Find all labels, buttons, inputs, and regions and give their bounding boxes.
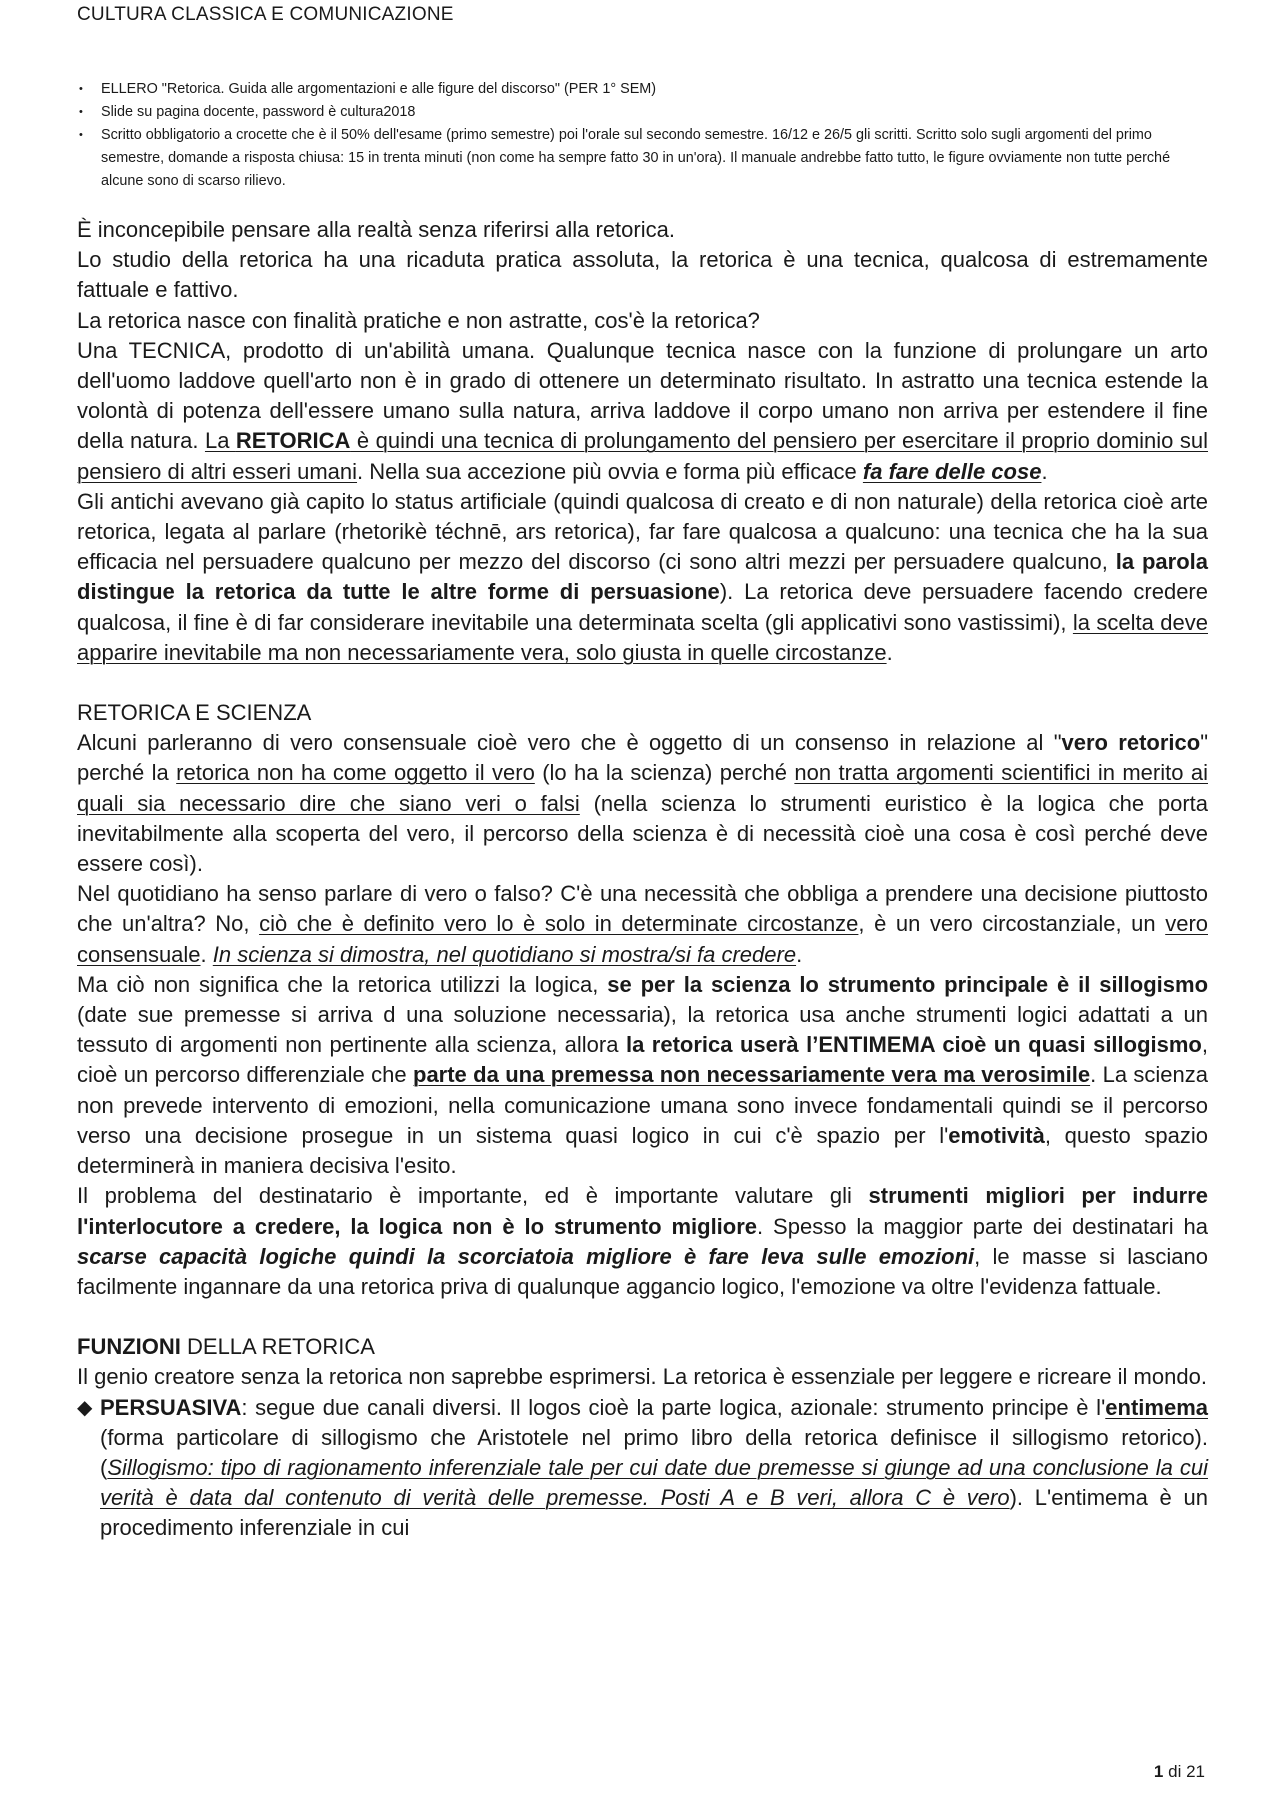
bold-text: RETORICA xyxy=(235,428,351,454)
underlined-text: ciò che è definito vero lo è solo in determinate circostanze xyxy=(259,911,859,937)
text-span: . La scienza non prevede intervento di emozioni, nella comunicazione umana sono invece fondamentali quindi se il percorso verso una decisione prosegue in un sistema quasi logico in cui c'è spazio per l' xyxy=(77,1062,1209,1148)
bold-underlined-text: entimema xyxy=(1105,1394,1208,1420)
paragraph xyxy=(77,336,1208,487)
paragraph xyxy=(77,970,1208,1181)
bold-underlined-text: parte da una premessa non necessariamente vera ma verosimile xyxy=(413,1062,1091,1088)
italic-underlined-text: Sillogismo: tipo di ragionamento inferenziale tale per cui date due premesse si giunge ad una conclusione la cui verità è data dal contenuto di verità delle premesse. Posti A e B veri, allora C è vero xyxy=(100,1454,1208,1511)
total-pages: 21 xyxy=(1186,1762,1205,1781)
bold-text: se per la scienza lo strumento principale è il sillogismo xyxy=(607,971,1209,997)
text-span: è quindi una tecnica di prolungamento del pensiero per esercitare il proprio dominio sul pensiero di altri esseri umani xyxy=(77,428,1209,484)
note-item: • ELLERO "Retorica. Guida alle argomentazioni e alle figure del discorso" (PER 1° SEM) xyxy=(77,78,1207,101)
paragraph: Il genio creatore senza la retorica non saprebbe esprimersi. La retorica è essenziale per leggere e ricreare il mondo. xyxy=(77,1364,1207,1390)
diamond-bullet-icon: ◆ xyxy=(77,1396,93,1419)
note-item: • Slide su pagina docente, password è cultura2018 xyxy=(77,101,1207,124)
bold-italic-text xyxy=(863,459,1042,484)
paragraph xyxy=(77,1181,1208,1302)
italic-underlined-text: In scienza si dimostra, nel quotidiano si mostra/si fa credere xyxy=(212,941,797,967)
text-span: Il problema del destinatario è importante, ed è importante valutare gli xyxy=(77,1183,869,1209)
paragraph: Lo studio della retorica ha una ricaduta pratica assoluta, la retorica è una tecnica, qualcosa di estremamente fattuale e fattivo. xyxy=(77,247,1208,303)
spacer xyxy=(77,668,1208,698)
paragraph xyxy=(77,728,1208,879)
spacer xyxy=(77,1302,1208,1332)
paragraph xyxy=(77,487,1208,668)
bullet-item xyxy=(77,1393,1208,1544)
paragraph: È inconcepibile pensare alla realtà senza riferirsi alla retorica. xyxy=(77,217,675,242)
section-heading xyxy=(77,1332,1208,1362)
bold-text: emotività xyxy=(948,1122,1045,1148)
paragraph: La retorica nasce con finalità pratiche e non astratte, cos'è la retorica? xyxy=(77,307,760,333)
text-span: ). La retorica deve persuadere facendo credere qualcosa, il fine è di far considerare inevitabile una determinata scelta (gli applicativi sono vastissimi), xyxy=(77,579,1208,635)
current-page: 1 xyxy=(1153,1762,1164,1781)
underlined-text: vero consensuale xyxy=(77,911,1208,967)
text-span: (date sue premesse si arriva d una soluzione necessaria), la retorica usa anche strumenti logici adattati a un tessuto di argomenti non pertinente alla scienza, allora xyxy=(77,1002,1208,1058)
text-span: . Nella sua accezione più ovvia e forma più efficace xyxy=(357,458,863,484)
text-span: (lo ha la scienza) perché xyxy=(534,760,795,786)
text-span: . xyxy=(200,941,213,967)
page-number xyxy=(1154,1762,1205,1782)
text-span: , cioè un percorso differenziale che xyxy=(77,1032,1209,1088)
underlined-text: non tratta argomenti scientifici in merito ai quali sia necessario dire che siano veri o falsi xyxy=(77,760,1208,816)
italic-text: scarse capacità logiche quindi la scorciatoia migliore è fare leva sulle emozioni xyxy=(77,1243,975,1269)
bold-text: vero retorico xyxy=(1061,730,1201,756)
text-span: ). L'entimema è un procedimento inferenziale in cui xyxy=(100,1485,1208,1541)
bold-text: la parola distingue la retorica da tutte le altre forme di persuasione xyxy=(77,549,1209,605)
text-span: Una TECNICA, prodotto di un'abilità umana. Qualunque tecnica nasce con la funzione di prolungare un arto dell'uomo laddove quell'arto non è in grado di ottenere un determinato risultato. In astratto una tecnica estende la volontà di potenza dell'essere umano sulla natura, arriva laddove il corpo umano non arriva per estendere il fine della natura. xyxy=(77,337,1208,454)
text-span: : segue due canali diversi. Il logos cioè la parte logica, azionale: strumento principe è l' xyxy=(241,1394,1106,1420)
text-span: (nella scienza lo strumenti euristico è la logica che porta inevitabilmente alla scoperta del vero, il percorso della scienza è di necessità cioè una cosa è così perché deve essere così). xyxy=(77,790,1208,877)
document-header: CULTURA CLASSICA E COMUNICAZIONE xyxy=(77,4,454,25)
text-span: , questo spazio determinerà in maniera decisiva l'esito. xyxy=(77,1122,1208,1179)
bold-text: strumenti migliori per indurre l'interlocutore a credere, la logica non è lo strumento migliore xyxy=(77,1183,1209,1239)
text-span: , è un vero circostanziale, un xyxy=(858,911,1166,937)
text-span: . xyxy=(796,941,803,967)
bold-text: la retorica userà l’ENTIMEMA cioè un quasi sillogismo xyxy=(625,1032,1202,1058)
note-item: • Scritto obbligatorio a crocette che è il 50% dell'esame (primo semestre) poi l'orale sul secondo semestre. 16/12 e 26/5 gli scritti. Scritto solo sugli argomenti del primo semestre, domande a risposta chiusa: 15 in trenta minuti (non come ha sempre fatto 30 in un'ora). Il manuale andrebbe fatto tutto, le figure ovviamente non tutte perché alcune sono di scarso rilievo. xyxy=(77,124,1207,193)
text-span: , le masse si lasciano facilmente ingannare da una retorica priva di qualunque aggancio logico, l'emozione va oltre l'evidenza fattuale. xyxy=(77,1243,1208,1299)
text-span: . xyxy=(886,639,893,665)
bold-italic-text xyxy=(77,1244,974,1269)
italic-text: fa fare delle cose xyxy=(862,458,1042,484)
bold-text: PERSUASIVA xyxy=(100,1394,242,1420)
page-separator: di xyxy=(1163,1762,1187,1781)
text-span: . Spesso la maggior parte dei destinatari ha xyxy=(757,1213,1208,1239)
text-span: " perché la xyxy=(77,730,1208,786)
section-heading: RETORICA E SCIENZA xyxy=(77,700,312,726)
text-span: DELLA RETORICA xyxy=(180,1334,375,1360)
notes-list xyxy=(77,78,1207,193)
underlined-text: retorica non ha come oggetto il vero xyxy=(176,760,535,786)
text-span: Alcuni parleranno di vero consensuale cioè vero che è oggetto di un consenso in relazione al " xyxy=(77,730,1062,756)
text-span: Ma ciò non significa che la retorica utilizzi la logica, xyxy=(77,971,608,997)
paragraph xyxy=(77,879,1208,970)
underlined-text: la scelta deve apparire inevitabile ma non necessariamente vera, solo giusta in quelle circostanze xyxy=(77,609,1208,665)
text-span: (forma particolare di sillogismo che Aristotele nel primo libro della retorica definisce il sillogismo retorico). ( xyxy=(100,1424,1208,1480)
text-span: La xyxy=(204,428,236,454)
text-span: . xyxy=(1041,458,1048,484)
bold-text: FUNZIONI xyxy=(77,1334,181,1360)
text-span: Gli antichi avevano già capito lo status artificiale (quindi qualcosa di creato e di non naturale) della retorica cioè arte retorica, legata al parlare (rhetorikè téchnē, ars retorica), far fare qualcosa a qualcuno: una tecnica che ha la sua efficacia nel persuadere qualcuno per mezzo del discorso (ci sono altri mezzi per persuadere qualcuno, xyxy=(77,488,1208,575)
document-body xyxy=(77,215,1208,1544)
text-span: Nel quotidiano ha senso parlare di vero o falso? C'è una necessità che obbliga a prendere una decisione piuttosto che un'altra? No, xyxy=(77,881,1208,937)
